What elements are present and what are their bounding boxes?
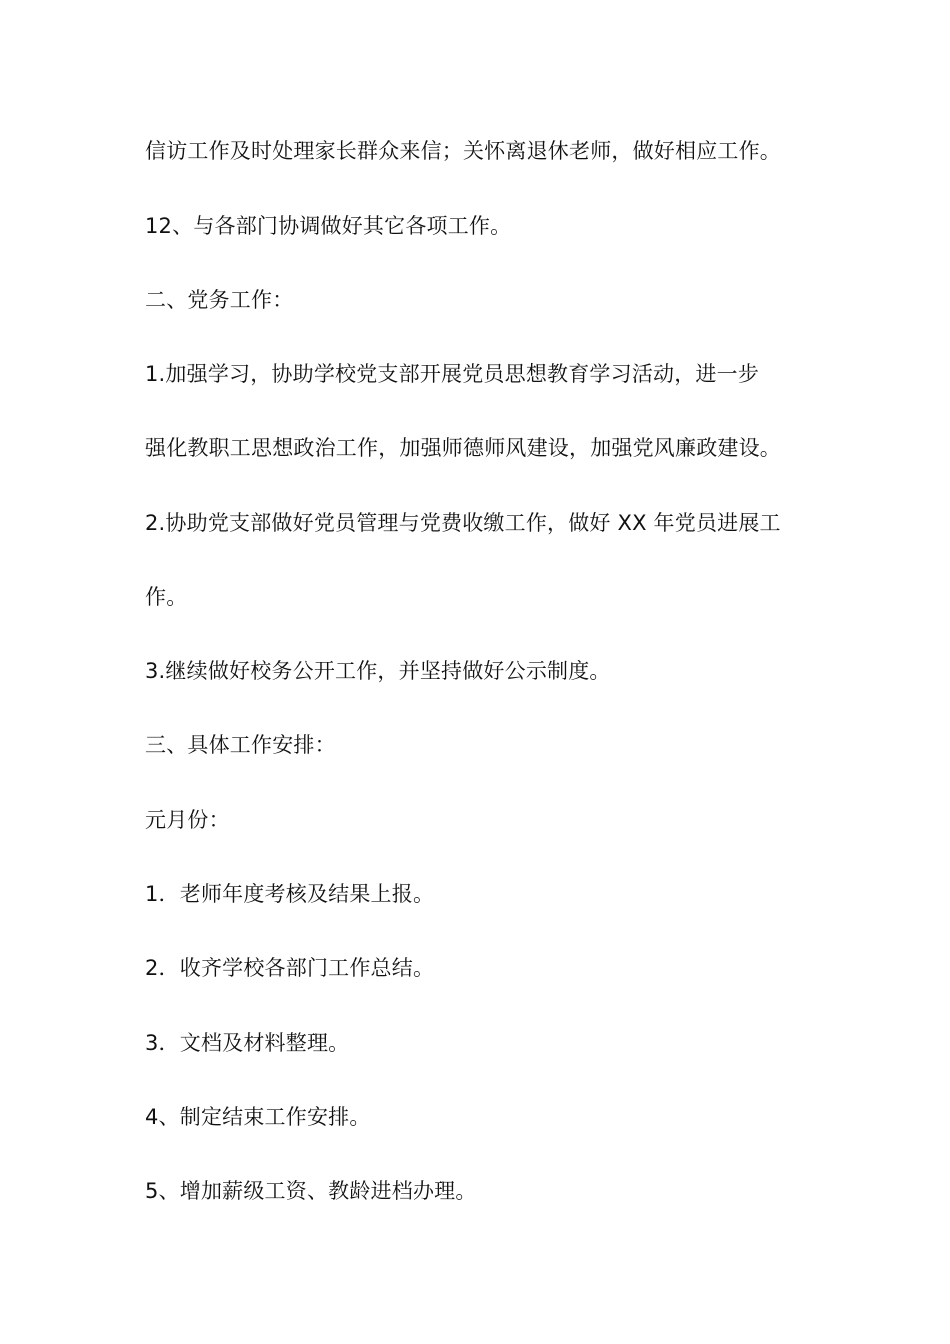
section-heading: 三、具体工作安排：: [145, 733, 336, 757]
paragraph-line: 3.继续做好校务公开工作，并坚持做好公示制度。: [145, 659, 611, 683]
month-heading: 元月份：: [145, 808, 230, 832]
paragraph-line: 作。: [145, 585, 188, 609]
list-item: 2．收齐学校各部门工作总结。: [145, 956, 435, 980]
paragraph-line: 强化教职工思想政治工作，加强师德师风建设，加强党风廉政建设。: [145, 436, 781, 460]
list-item: 4、制定结束工作安排。: [145, 1105, 371, 1129]
paragraph-line: 12、与各部门协调做好其它各项工作。: [145, 214, 512, 238]
paragraph-line: 1.加强学习，协助学校党支部开展党员思想教育学习活动，进一步: [145, 362, 760, 386]
list-item: 1．老师年度考核及结果上报。: [145, 882, 435, 906]
paragraph-line: 2.协助党支部做好党员管理与党费收缴工作，做好 XX 年党员进展工: [145, 511, 781, 535]
list-item: 5、增加薪级工资、教龄进档办理。: [145, 1179, 477, 1203]
section-heading: 二、党务工作：: [145, 288, 294, 312]
list-item: 3．文档及材料整理。: [145, 1031, 350, 1055]
paragraph-line: 信访工作及时处理家长群众来信；关怀离退休老师，做好相应工作。: [145, 139, 781, 163]
